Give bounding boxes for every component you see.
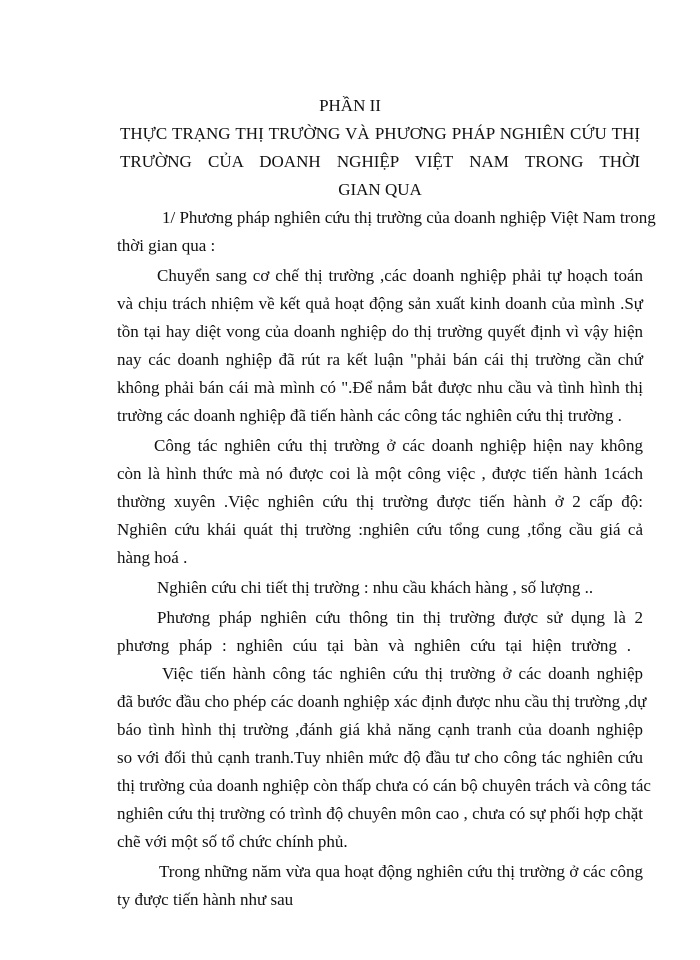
paragraph-line: Việc tiến hành công tác nghiên cứu thị trường ở các doanh nghiệp	[162, 664, 643, 683]
paragraph-line: chẽ với một số tổ chức chính phủ.	[117, 832, 348, 851]
paragraph-line: thị trường của doanh nghiệp còn thấp chưa có cán bộ chuyên trách và công tác	[117, 776, 651, 795]
paragraph-line: nghiên cứu thị trường có trình độ chuyên môn cao , chưa có sự phối hợp chặt	[117, 804, 643, 823]
paragraph-line: nay các doanh nghiệp đã rút ra kết luận "phải bán cái thị trường cần chứ	[117, 350, 643, 369]
paragraph-line: Công tác nghiên cứu thị trường ở các doanh nghiệp hiện nay không	[154, 436, 643, 455]
paragraph-line: và chịu trách nhiệm về kết quả hoạt động sản xuất kinh doanh của mình .Sự	[117, 294, 643, 313]
paragraph-line: Nghiên cứu chi tiết thị trường : nhu cầu khách hàng , số lượng ..	[157, 578, 594, 597]
paragraph-line: Trong những năm vừa qua hoạt động nghiên cứu thị trường ở các công	[159, 862, 643, 881]
paragraph-line: phương pháp : nghiên cúu tại bàn và nghiên cứu tại hiện trường .	[117, 636, 631, 655]
section-title-line-1: THỰC TRẠNG THỊ TRƯỜNG VÀ PHƯƠNG PHÁP NGHIÊN CỨU THỊ	[120, 124, 640, 143]
paragraph-line: trường các doanh nghiệp đã tiến hành các công tác nghiên cứu thị trường .	[117, 406, 622, 425]
paragraph-line: báo tình hình thị trường ,đánh giá khả năng cạnh tranh của doanh nghiệp	[117, 720, 643, 739]
paragraph-line: còn là hình thức mà nó được coi là một công việc , được tiến hành 1cách	[117, 464, 643, 483]
subsection-heading-line-1: 1/ Phương pháp nghiên cứu thị trường của doanh nghiệp Việt Nam trong	[162, 208, 656, 227]
paragraph-line: so với đối thủ cạnh tranh.Tuy nhiên mức độ đầu tư cho công tác nghiên cứu	[117, 748, 643, 767]
paragraph-line: thường xuyên .Việc nghiên cứu thị trường được tiến hành ở 2 cấp độ:	[117, 492, 643, 511]
paragraph-line: ty được tiến hành như sau	[117, 890, 294, 909]
section-title-line-3: GIAN QUA	[338, 180, 422, 199]
section-title-line-2: TRƯỜNG CỦA DOANH NGHIỆP VIỆT NAM TRONG THỜI	[120, 152, 640, 171]
paragraph-line: không phải bán cái mà mình có ".Để nắm bắt được nhu cầu và tình hình thị	[117, 378, 643, 397]
paragraph-line: Phương pháp nghiên cứu thông tin thị trường được sử dụng là 2	[157, 608, 643, 627]
paragraph-line: tồn tại hay diệt vong của doanh nghiệp do thị trường quyết định vì vậy hiện	[117, 322, 643, 341]
paragraph-line: đã bước đầu cho phép các doanh nghiệp xác định được nhu cầu thị trường ,dự	[117, 692, 647, 711]
paragraph-line: Nghiên cứu khái quát thị trường :nghiên cứu tổng cung ,tổng cầu giá cả	[117, 520, 643, 539]
subsection-heading-line-2: thời gian qua :	[117, 236, 216, 255]
paragraph-line: Chuyển sang cơ chế thị trường ,các doanh nghiệp phải tự hoạch toán	[157, 266, 643, 285]
paragraph-line: hàng hoá .	[117, 548, 188, 567]
part-heading: PHẦN II	[319, 96, 381, 115]
